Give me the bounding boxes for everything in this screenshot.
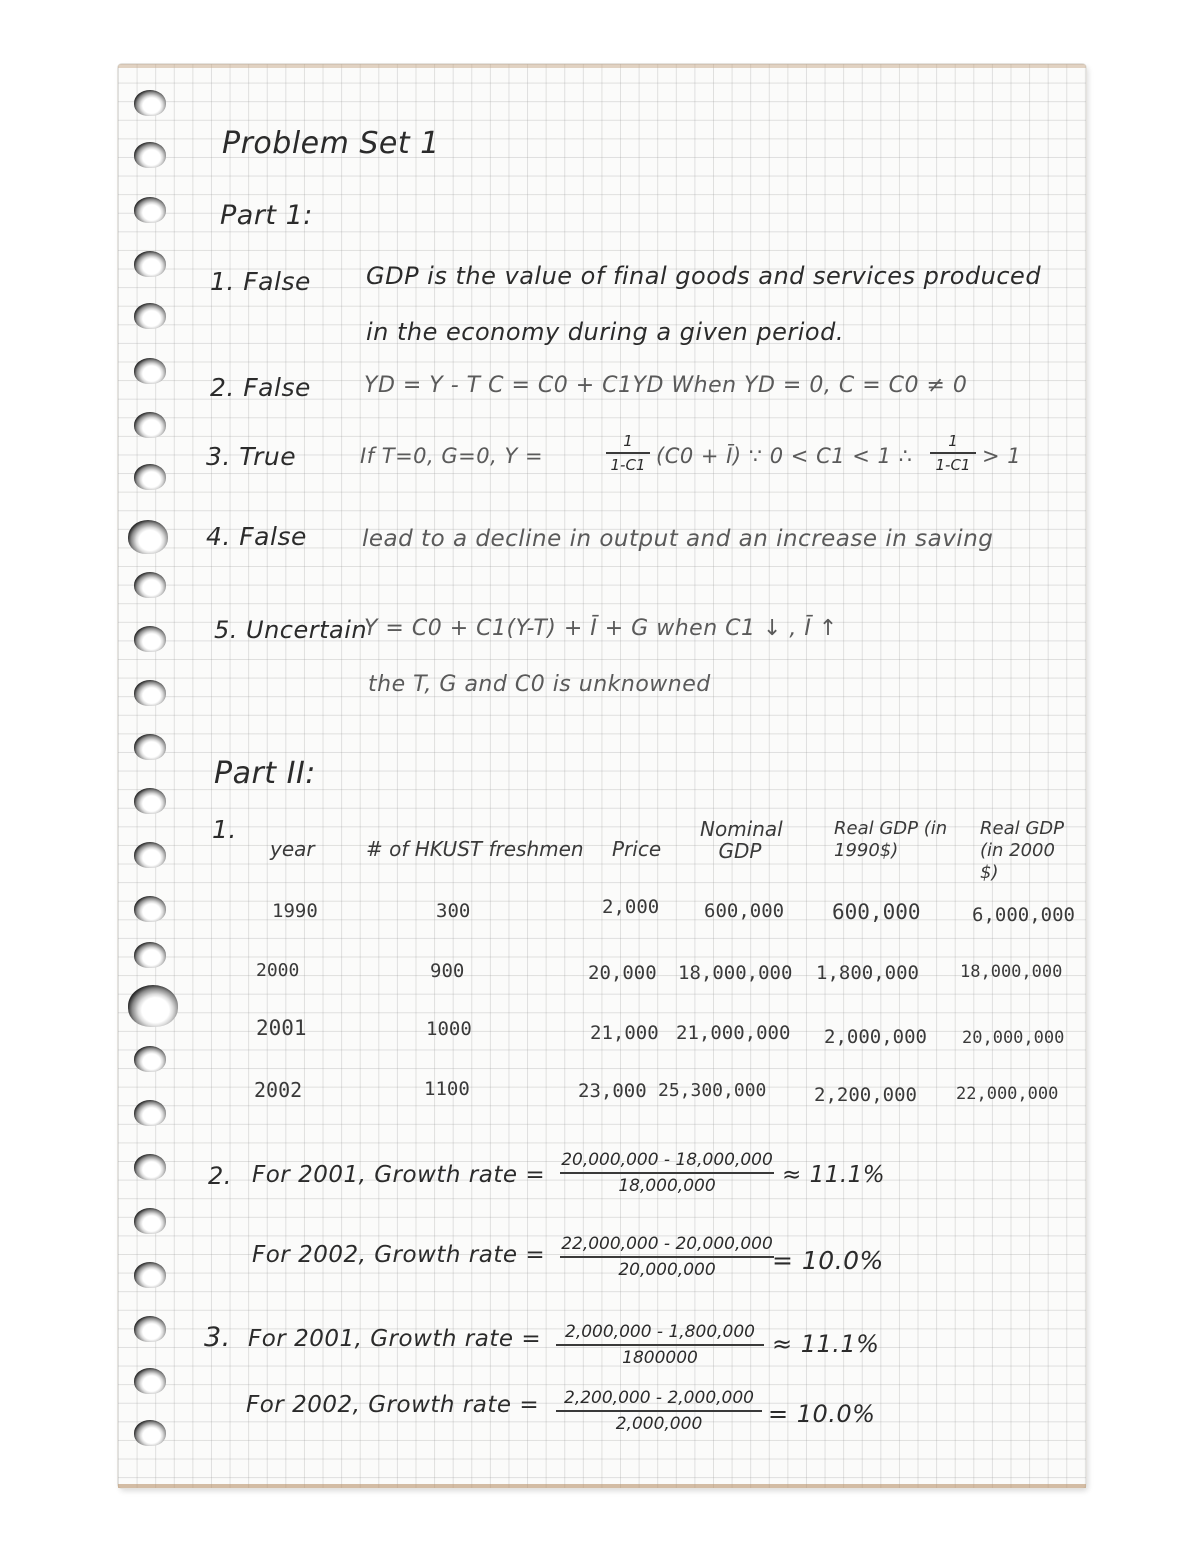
fraction: 2,000,000 - 1,800,000 1800000 bbox=[556, 1322, 764, 1368]
answer-text: > 1 bbox=[982, 444, 1022, 468]
table-cell: 22,000,000 bbox=[956, 1084, 1059, 1104]
binding-ring bbox=[134, 1100, 166, 1126]
table-header-real-gdp-1990: Real GDP (in 1990$) bbox=[834, 818, 948, 861]
answer-text: Y = C0 + C1(Y-T) + Ī + G when C1 ↓ , Ī ↑ bbox=[364, 616, 838, 641]
table-header-freshmen: # of HKUST freshmen bbox=[366, 837, 584, 861]
table-header-nominal-gdp: Nominal GDP bbox=[700, 817, 783, 863]
binding-ring bbox=[134, 572, 166, 598]
answer-label: 4. False bbox=[206, 522, 307, 551]
answer-text: YD = Y - T C = C0 + C1YD When YD = 0, C = C0 ≠ 0 bbox=[364, 373, 968, 398]
table-cell: 23,000 bbox=[578, 1080, 647, 1102]
answer-text: the T, G and C0 is unknowned bbox=[368, 672, 711, 697]
answer-label: 5. Uncertain bbox=[214, 616, 368, 644]
growth-rate-result: ≈ 11.1% bbox=[772, 1330, 880, 1358]
binding-ring bbox=[134, 942, 166, 968]
binding-ring bbox=[134, 412, 166, 438]
fraction: 1 1-C1 bbox=[606, 432, 650, 474]
growth-rate-line: For 2001, Growth rate = bbox=[248, 1326, 542, 1352]
table-cell: 1000 bbox=[426, 1018, 472, 1040]
question-label: 1. bbox=[212, 815, 237, 844]
page-title: Problem Set 1 bbox=[222, 126, 440, 161]
part2-heading: Part II: bbox=[214, 756, 316, 791]
answer-label: 3. True bbox=[206, 442, 297, 471]
fraction: 1 1-C1 bbox=[930, 432, 976, 474]
table-cell: 18,000,000 bbox=[960, 962, 1063, 982]
table-cell: 1,800,000 bbox=[816, 962, 919, 984]
table-cell: 900 bbox=[430, 960, 465, 982]
question-label: 2. bbox=[208, 1162, 232, 1190]
answer-text: (C0 + Ī) ∵ 0 < C1 < 1 ∴ bbox=[656, 444, 913, 468]
binding-ring bbox=[134, 1046, 166, 1072]
binding-ring bbox=[128, 520, 168, 554]
growth-rate-line: For 2002, Growth rate = bbox=[246, 1392, 540, 1418]
binding-ring bbox=[134, 626, 166, 652]
binding-ring bbox=[134, 734, 166, 760]
growth-rate-result: = 10.0% bbox=[772, 1246, 884, 1275]
table-cell: 1100 bbox=[424, 1078, 470, 1100]
page-edge-top bbox=[118, 64, 1086, 68]
binding-ring bbox=[134, 1316, 166, 1342]
table-cell: 18,000,000 bbox=[678, 962, 793, 984]
binding-ring bbox=[134, 1154, 166, 1180]
table-cell: 600,000 bbox=[704, 900, 785, 922]
binding-ring bbox=[134, 1208, 166, 1234]
binding-ring bbox=[134, 303, 166, 329]
binding-ring bbox=[128, 985, 178, 1027]
growth-rate-result: = 10.0% bbox=[768, 1400, 876, 1428]
growth-rate-line: For 2002, Growth rate = bbox=[252, 1242, 546, 1268]
binding-ring bbox=[134, 142, 166, 168]
fraction: 20,000,000 - 18,000,000 18,000,000 bbox=[561, 1150, 773, 1196]
binding-ring bbox=[134, 842, 166, 868]
answer-text: lead to a decline in output and an increase in saving bbox=[362, 526, 994, 552]
binding-ring bbox=[134, 251, 166, 277]
growth-rate-result: ≈ 11.1% bbox=[782, 1162, 886, 1188]
table-cell: 21,000 bbox=[590, 1022, 659, 1044]
page-edge-bottom bbox=[118, 1484, 1086, 1488]
table-header-real-gdp-2000: Real GDP (in 2000 $) bbox=[980, 818, 1064, 883]
table-cell: 2,000 bbox=[602, 896, 660, 918]
binding-ring bbox=[134, 896, 166, 922]
table-cell: 20,000,000 bbox=[962, 1028, 1065, 1048]
answer-text: GDP is the value of final goods and services produced bbox=[366, 262, 1042, 290]
growth-rate-line: For 2001, Growth rate = bbox=[252, 1162, 546, 1188]
binding-ring bbox=[134, 90, 166, 116]
table-cell: 300 bbox=[436, 900, 471, 922]
table-cell: 2002 bbox=[254, 1078, 303, 1102]
binding-ring bbox=[134, 197, 166, 223]
binding-ring bbox=[134, 1420, 166, 1446]
answer-text: in the economy during a given period. bbox=[366, 318, 844, 346]
binding-ring bbox=[134, 788, 166, 814]
table-cell: 2001 bbox=[256, 1016, 307, 1040]
answer-text: If T=0, G=0, Y = bbox=[360, 444, 544, 468]
binding-ring bbox=[134, 680, 166, 706]
table-cell: 21,000,000 bbox=[676, 1022, 791, 1044]
table-cell: 20,000 bbox=[588, 962, 657, 984]
table-cell: 1990 bbox=[272, 900, 318, 922]
table-cell: 600,000 bbox=[832, 900, 921, 924]
table-cell: 2,200,000 bbox=[814, 1084, 917, 1106]
table-cell: 2,000,000 bbox=[824, 1026, 927, 1048]
fraction: 2,200,000 - 2,000,000 2,000,000 bbox=[556, 1388, 762, 1434]
question-label: 3. bbox=[204, 1322, 231, 1353]
binding-ring bbox=[134, 1262, 166, 1288]
binding-ring bbox=[134, 464, 166, 490]
table-header-price: Price bbox=[612, 837, 662, 861]
part1-heading: Part 1: bbox=[220, 200, 313, 231]
answer-label: 1. False bbox=[210, 267, 311, 296]
binding-ring bbox=[134, 358, 166, 384]
table-header-year: year bbox=[270, 837, 315, 861]
binding-ring bbox=[134, 1368, 166, 1394]
table-cell: 2000 bbox=[256, 960, 300, 981]
table-cell: 25,300,000 bbox=[658, 1080, 767, 1101]
fraction: 22,000,000 - 20,000,000 20,000,000 bbox=[561, 1234, 773, 1280]
table-cell: 6,000,000 bbox=[972, 904, 1075, 926]
answer-label: 2. False bbox=[210, 373, 311, 402]
